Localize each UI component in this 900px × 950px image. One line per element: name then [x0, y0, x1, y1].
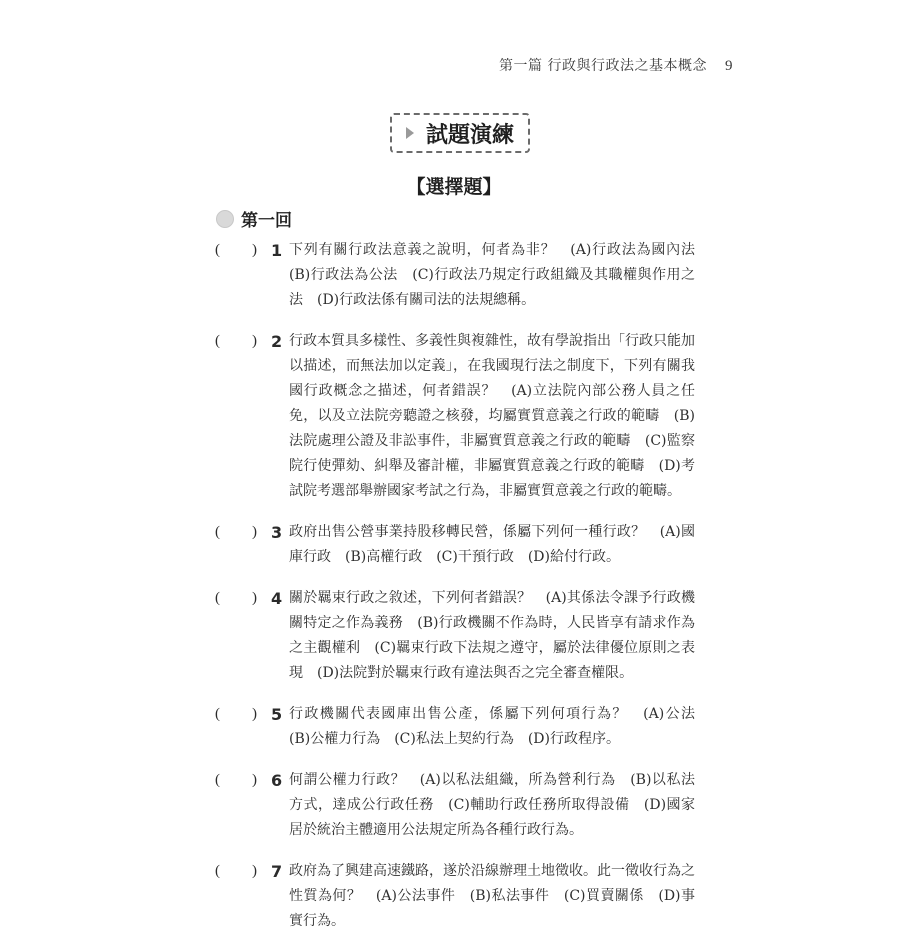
- answer-blank[interactable]: [215, 586, 271, 686]
- question-number: 6: [271, 771, 283, 790]
- question-text: 關於羈束行政之敘述，下列何者錯誤？ (A)其係法令課予行政機關特定之作為義務 (B)行政機關不作為時，人民皆享有請求作為之主觀權利 (C)羈束行政下法規之遵守，屬於法律優位原則之表現 (D)法院對於羈束行政有違法與否之完全審查權限。: [289, 590, 695, 681]
- close-paren: ): [252, 524, 257, 540]
- close-paren: ): [252, 590, 257, 606]
- close-paren: ): [252, 706, 257, 722]
- question-number: 3: [271, 523, 283, 542]
- close-paren: ): [252, 242, 257, 258]
- page-number: 9: [725, 58, 733, 74]
- section-title: 試題演練: [425, 122, 514, 148]
- question-number: 2: [271, 332, 283, 351]
- question-text: 政府出售公營事業持股移轉民營，係屬下列何一種行政？ (A)國庫行政 (B)高權行政 (C)干預行政 (D)給付行政。: [289, 524, 695, 565]
- question-text: 行政機關代表國庫出售公產，係屬下列何項行為？ (A)公法 (B)公權力行為 (C)私法上契約行為 (D)行政程序。: [289, 706, 709, 747]
- answer-blank[interactable]: [215, 768, 271, 843]
- answer-blank[interactable]: [215, 238, 271, 313]
- question-text: 行政本質具多樣性、多義性與複雜性，故有學說指出「行政只能加以描述，而無法加以定義」，在我國現行法之制度下，下列有關我國行政概念之描述，何者錯誤？ (A)立法院內部公務人員之任免，以及立法院旁聽證之核發，均屬實質意義之行政的範疇 (B)法院處理公證及非訟事件，非屬實質意義之行政的範疇 (C)監察院行使彈劾、糾舉及審計權，非屬實質意義之行政的範疇 (D)考試院考選部舉辦國家考試之行為，非屬實質意義之行政的範疇。: [289, 333, 695, 499]
- answer-blank[interactable]: [215, 859, 271, 934]
- answer-blank[interactable]: [215, 520, 271, 570]
- chapter-title: 第一篇 行政與行政法之基本概念: [499, 58, 707, 74]
- round-heading: [216, 206, 292, 231]
- question-item: [215, 859, 695, 934]
- section-title-box: [390, 113, 530, 153]
- question-text: 何謂公權力行政？ (A)以私法組織，所為營利行為 (B)以私法方式，達成公行政任務 (C)輔助行政任務所取得設備 (D)國家居於統治主體適用公法規定所為各種行政行為。: [289, 772, 695, 838]
- question-item: [215, 520, 695, 570]
- open-paren: (: [215, 242, 220, 258]
- answer-blank[interactable]: [215, 702, 271, 752]
- open-paren: (: [215, 863, 220, 879]
- open-paren: (: [215, 333, 220, 349]
- question-item: [215, 586, 695, 686]
- question-number: 7: [271, 862, 283, 881]
- running-header: [499, 55, 733, 75]
- open-paren: (: [215, 772, 220, 788]
- play-triangle-icon: [406, 127, 414, 139]
- question-item: [215, 702, 709, 752]
- answer-blank[interactable]: [215, 329, 271, 504]
- open-paren: (: [215, 706, 220, 722]
- circle-icon: [216, 210, 234, 228]
- question-text: 政府為了興建高速鐵路，遂於沿線辦理土地徵收。此一徵收行為之性質為何？ (A)公法事件 (B)私法事件 (C)買賣關係 (D)事實行為。: [289, 863, 695, 929]
- question-text: 下列有關行政法意義之說明，何者為非？ (A)行政法為國內法 (B)行政法為公法 (C)行政法乃規定行政組織及其職權與作用之法 (D)行政法係有關司法的法規總稱。: [289, 242, 709, 308]
- open-paren: (: [215, 524, 220, 540]
- question-list: [215, 238, 709, 950]
- question-number: 4: [271, 589, 283, 608]
- question-item: [215, 329, 695, 504]
- question-number: 1: [271, 241, 283, 260]
- question-item: [215, 238, 709, 313]
- question-number: 5: [271, 705, 283, 724]
- subheading: 【選擇題】: [406, 176, 502, 198]
- open-paren: (: [215, 590, 220, 606]
- round-label: 第一回: [241, 211, 292, 231]
- question-item: [215, 768, 695, 843]
- close-paren: ): [252, 772, 257, 788]
- close-paren: ): [252, 333, 257, 349]
- close-paren: ): [252, 863, 257, 879]
